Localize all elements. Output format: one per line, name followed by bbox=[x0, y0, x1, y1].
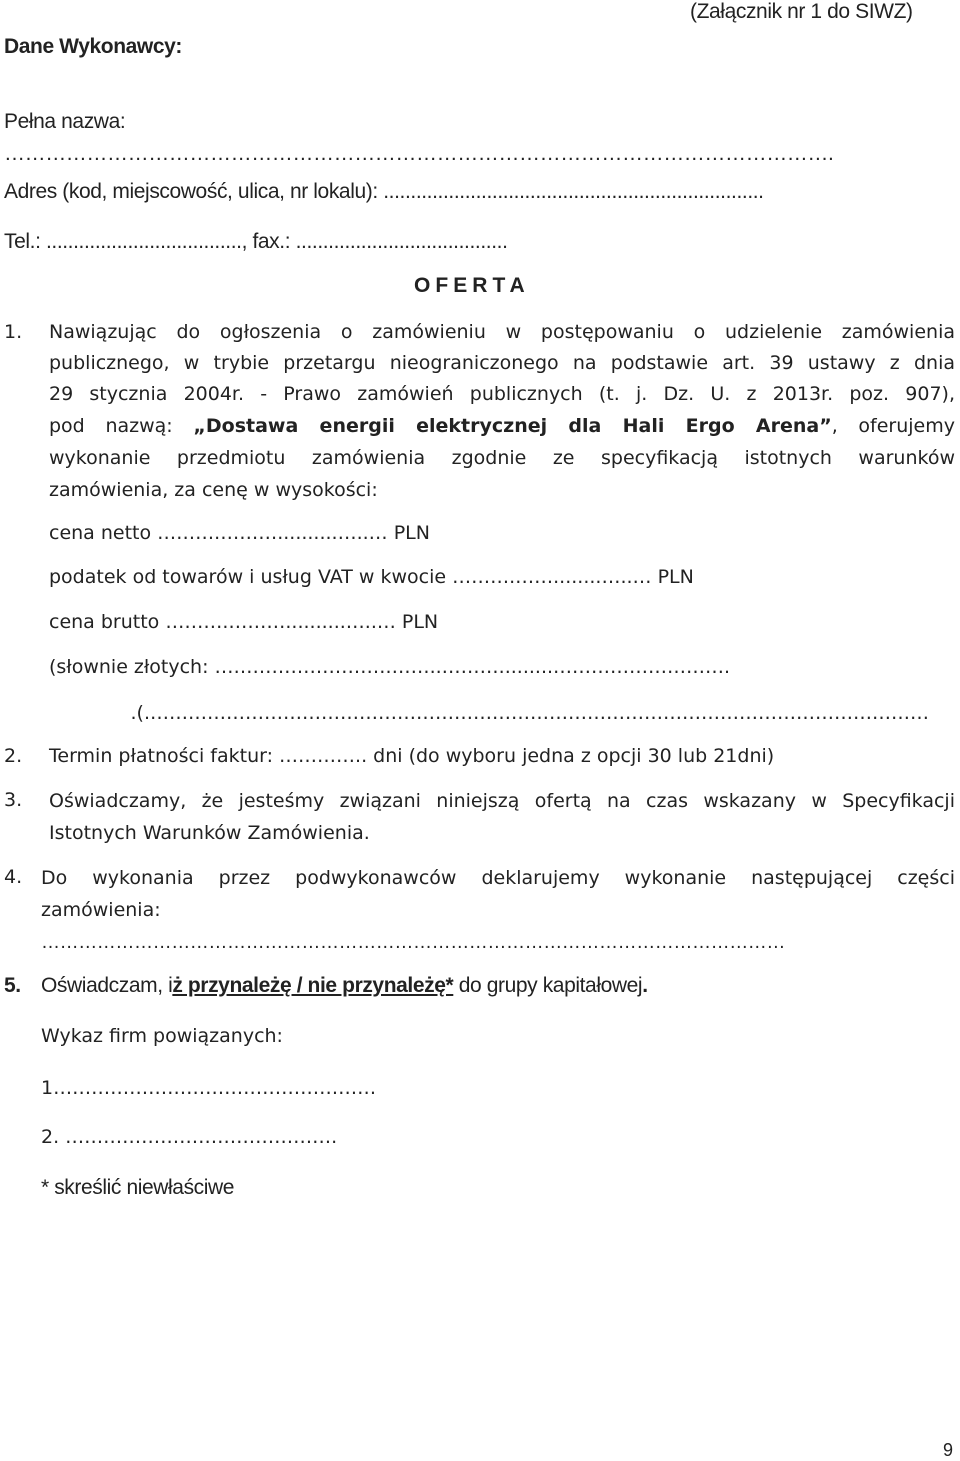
section1-line: 29 stycznia 2004r. - Prawo zamówień publicznych (t. j. Dz. U. z 2013r. poz. 907), bbox=[49, 383, 955, 405]
related-companies-label: Wykaz firm powiązanych: bbox=[41, 1025, 283, 1047]
section1-subject-line bbox=[49, 410, 955, 442]
subcontractor-parts-field: ………………………………………………………………………………………………………… bbox=[41, 932, 786, 953]
related-company-2-field: 2. ……………………………………. bbox=[41, 1126, 338, 1148]
statement-prefix: Oświadczam, i bbox=[41, 974, 173, 997]
full-name-label: Pełna nazwa: bbox=[4, 110, 126, 133]
attachment-label: (Załącznik nr 1 do SIWZ) bbox=[690, 0, 913, 23]
capital-group-statement bbox=[41, 974, 648, 998]
section1-body bbox=[49, 317, 955, 506]
section3-number: 3. bbox=[4, 789, 23, 811]
contractor-title: Dane Wykonawcy: bbox=[4, 35, 183, 58]
statement-suffix: do grupy kapitałowej bbox=[453, 974, 643, 997]
membership-choice: ż przynależę / nie przynależę* bbox=[172, 974, 454, 997]
vat-field: podatek od towarów i usług VAT w kwocie ……….……........…..… PLN bbox=[49, 566, 694, 588]
section5-number: 5. bbox=[4, 974, 21, 997]
offer-title: O F E R T A bbox=[414, 274, 525, 297]
section4-body bbox=[41, 866, 955, 930]
payment-term-field: Termin płatności faktur: ………….. dni (do wyboru jedna z opcji 30 lub 21dni) bbox=[49, 745, 775, 767]
subject-suffix: , oferujemy bbox=[831, 415, 955, 437]
section1-line: zamówienia, za cenę w wysokości: bbox=[49, 479, 378, 501]
statement-period: . bbox=[642, 974, 648, 997]
section3-line: Istotnych Warunków Zamówienia. bbox=[49, 822, 370, 844]
address-field: Adres (kod, miejscowość, ulica, nr lokalu): ...................................................................... bbox=[4, 180, 764, 203]
full-name-field: …………………………………………………………………………………………………………. bbox=[4, 142, 834, 165]
price-in-words-continuation: …………………………………………………………………………………………………………….). bbox=[130, 702, 929, 724]
section3-line: Oświadczamy, że jesteśmy związani niniejszą ofertą na czas wskazany w Specyfikacji bbox=[49, 790, 955, 812]
net-price-field: cena netto ……….………..........…..… PLN bbox=[49, 522, 430, 544]
page-number: 9 bbox=[943, 1440, 953, 1460]
section4-number: 4. bbox=[4, 866, 23, 888]
phone-fax-field: Tel.: ...................................., fax.: ....................................... bbox=[4, 230, 508, 253]
section1-line: Nawiązując do ogłoszenia o zamówieniu w postępowaniu o udzielenie zamówienia bbox=[49, 321, 955, 343]
subject-title: „Dostawa energii elektrycznej dla Hali Ergo Arena” bbox=[193, 415, 832, 437]
section1-line: wykonanie przedmiotu zamówienia zgodnie ze specyfikacją istotnych warunków bbox=[49, 447, 955, 469]
subject-prefix: pod nazwą: bbox=[49, 415, 194, 437]
section1-line: publicznego, w trybie przetargu nieograniczonego na podstawie art. 39 ustawy z dnia bbox=[49, 352, 955, 374]
footnote: * skreślić niewłaściwe bbox=[41, 1176, 235, 1199]
section3-body bbox=[49, 789, 955, 853]
gross-price-field: cena brutto ……….………..........…..… PLN bbox=[49, 611, 439, 633]
related-company-1-field: 1…………………………………………… bbox=[41, 1077, 377, 1099]
section4-line: Do wykonania przez podwykonawców deklarujemy wykonanie następującej części bbox=[41, 867, 955, 889]
price-in-words-field: (słownie złotych: ……………………….……..……….........………………………. bbox=[49, 656, 731, 678]
section4-line: zamówienia: bbox=[41, 899, 161, 921]
section1-number: 1. bbox=[4, 321, 23, 343]
section2-number: 2. bbox=[4, 745, 23, 767]
